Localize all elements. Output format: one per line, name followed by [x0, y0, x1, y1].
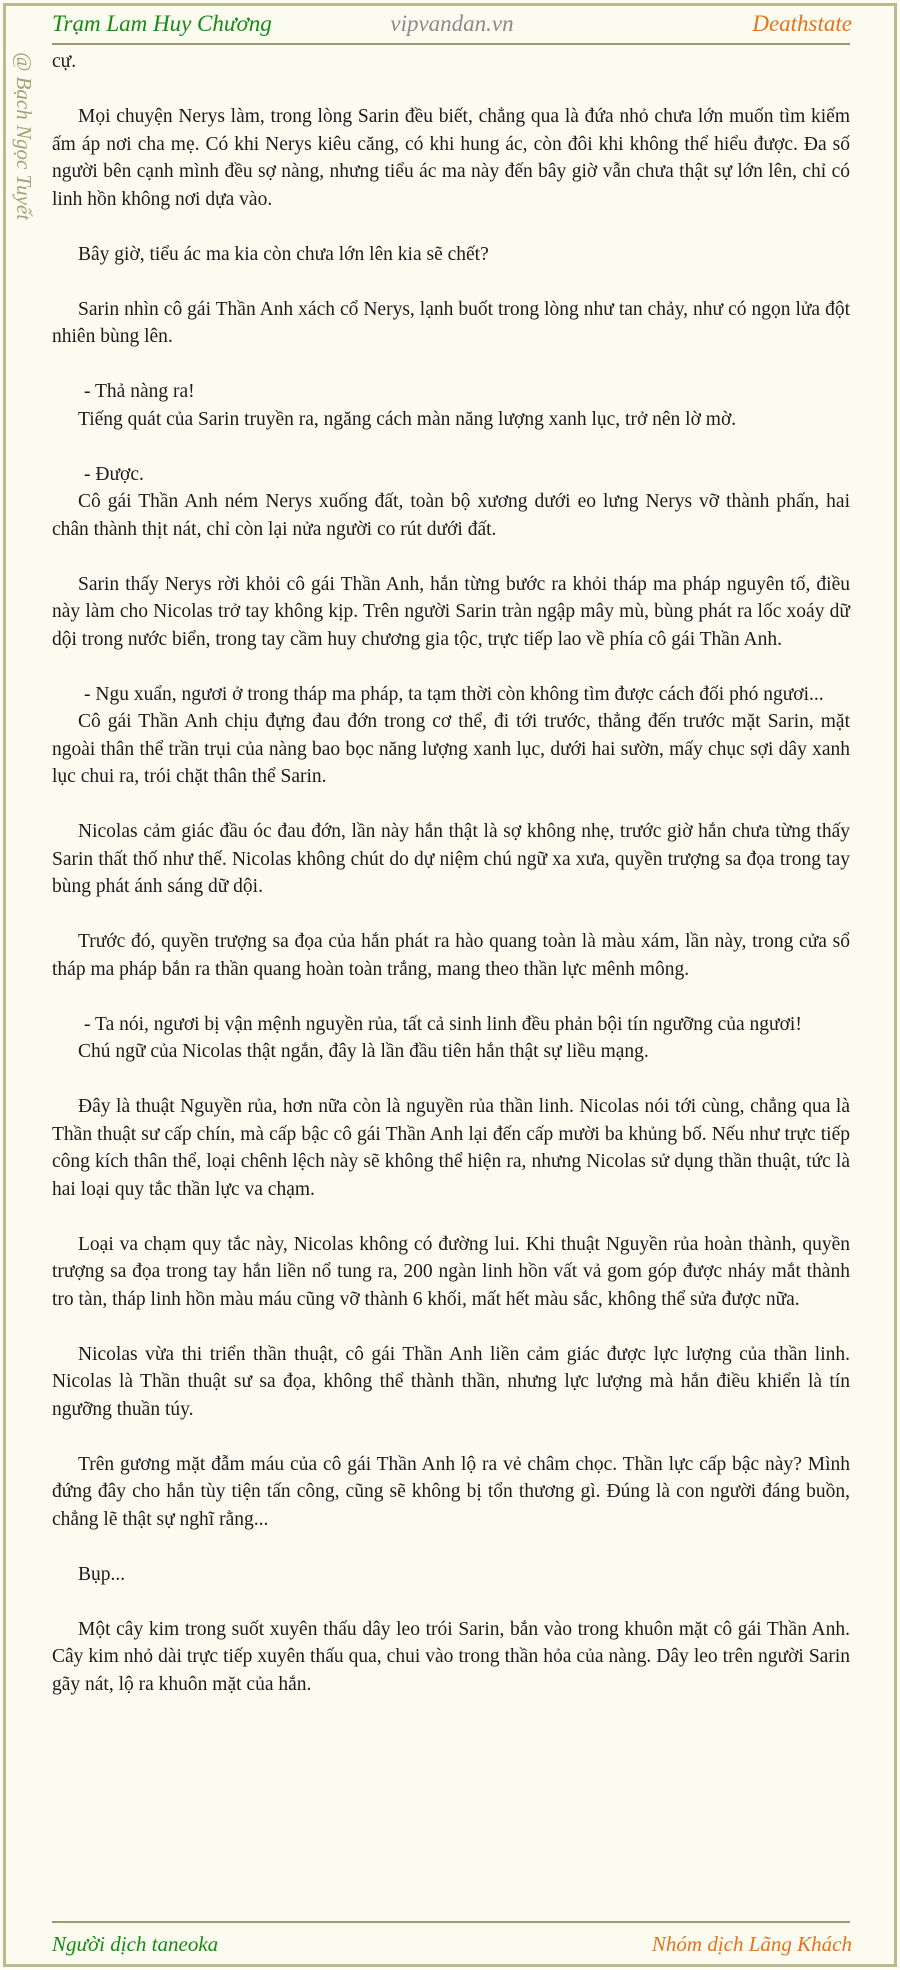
header-site-name: Trạm Lam Huy Chương [52, 11, 272, 36]
dialogue-line: - Thả nàng ra! [84, 381, 195, 402]
header-domain: vipvandan.vn [390, 11, 514, 36]
side-credit [10, 52, 38, 266]
page-header [52, 6, 852, 42]
dialogue-line: - Được. [84, 463, 144, 485]
page-footer [52, 1928, 852, 1960]
footer-translator: Người dịch taneoka [52, 1932, 219, 1956]
paragraph: Một cây kim trong suốt xuyên thấu dây leo trói Sarin, bắn vào trong khuôn mặt cô gái Thần Anh. Cây kim nhỏ dài trực tiếp xuyên thấu qua, chui vào trong thần hỏa của nàng. Dây leo trên người Sarin gãy nát, lộ ra khuôn mặt của hắn. [52, 1618, 850, 1695]
dialogue-line: - Ta nói, ngươi bị vận mệnh nguyền rủa, tất cả sinh linh đều phản bội tín ngưỡng của ngươi! [84, 1013, 802, 1035]
paragraph: Loại va chạm quy tắc này, Nicolas không có đường lui. Khi thuật Nguyền rủa hoàn thành, quyền trượng sa đọa trong tay hắn liền nổ tung ra, 200 ngàn linh hồn vất vả gom góp được nháy mắt thành tro tàn, tháp linh hồn màu máu cũng vỡ thành 6 khối, mất hết màu sắc, không thể sửa được nữa. [52, 1233, 850, 1310]
paragraph: Trước đó, quyền trượng sa đọa của hắn phát ra hào quang toàn là màu xám, lần này, trong cửa sổ tháp ma pháp bắn ra thần quang hoàn toàn trắng, mang theo thần lực mênh mông. [52, 931, 850, 980]
paragraph: Mọi chuyện Nerys làm, trong lòng Sarin đều biết, chẳng qua là đứa nhỏ chưa lớn muốn tìm kiếm ấm áp nơi cha mẹ. Có khi Nerys kiêu căng, có khi hung ác, còn đôi khi không thể hiểu được. Đa số người bên cạnh mình đều sợ nàng, nhưng tiểu ác ma này đến bây giờ vẫn chưa thật sự lớn lên, chỉ có linh hồn không nơi dựa vào. [52, 106, 850, 210]
paragraph: Cô gái Thần Anh ném Nerys xuống đất, toàn bộ xương dưới eo lưng Nerys vỡ thành phấn, hai chân thành thịt nát, chỉ còn lại nửa người co rút dưới đất. [52, 491, 850, 540]
paragraph: Nicolas vừa thi triển thần thuật, cô gái Thần Anh liền cảm giác được lực lượng của thần linh. Nicolas là Thần thuật sư sa đọa, không thể thành thần, nhưng lực lượng mà hắn điều khiển là tín ngưỡng thuần túy. [52, 1343, 850, 1420]
paragraph: Tiếng quát của Sarin truyền ra, ngăng cách màn năng lượng xanh lục, trở nên lờ mờ. [78, 408, 737, 430]
header-divider [52, 43, 850, 45]
paragraph: Đây là thuật Nguyền rủa, hơn nữa còn là nguyền rủa thần linh. Nicolas nói tới cùng, chẳng qua là Thần thuật sư cấp chín, mà cấp bậc cô gái Thần Anh lại đến cấp mười ba khủng bố. Nếu như trực tiếp công kích thân thể, loại chênh lệch này sẽ không thể hiện ra, nhưng Nicolas sử dụng thần thuật, tức là hai loại quy tắc thần lực va chạm. [52, 1096, 850, 1200]
paragraph: Sarin thấy Nerys rời khỏi cô gái Thần Anh, hắn từng bước ra khỏi tháp ma pháp nguyên tố, điều này làm cho Nicolas trở tay không kịp. Trên người Sarin tràn ngập mây mù, bùng phát ra lốc xoáy dữ dội trong nước biển, trong tay cầm huy chương gia tộc, trực tiếp lao về phía cô gái Thần Anh. [52, 573, 850, 650]
paragraph: Bụp... [78, 1563, 126, 1585]
paragraph: Cô gái Thần Anh chịu đựng đau đớn trong cơ thể, đi tới trước, thẳng đến trước mặt Sarin, mặt ngoài thân thể trần trụi của nàng bao bọc năng lượng xanh lục, dưới hai sườn, mấy chục sợi dây xanh lục chui ra, trói chặt thân thể Sarin. [52, 711, 850, 787]
chapter-text [52, 48, 850, 1726]
footer-group: Nhóm dịch Lãng Khách [651, 1932, 852, 1956]
header-book-title: Deathstate [752, 11, 852, 36]
paragraph: Trên gương mặt đẫm máu của cô gái Thần Anh lộ ra vẻ châm chọc. Thần lực cấp bậc này? Mình đứng đây cho hắn tùy tiện tấn công, cũng sẽ không bị tổn thương gì. Đúng là con người đáng buồn, chẳng lẽ thật sự nghĩ rằng... [52, 1453, 850, 1530]
paragraph: Chú ngữ của Nicolas thật ngắn, đây là lần đầu tiên hắn thật sự liều mạng. [78, 1041, 649, 1062]
paragraph: Bây giờ, tiểu ác ma kia còn chưa lớn lên kia sẽ chết? [78, 243, 489, 265]
paragraph: Nicolas cảm giác đầu óc đau đớn, lần này hắn thật là sợ không nhẹ, trước giờ hắn chưa từng thấy Sarin thất thố như thế. Nicolas không chút do dự niệm chú ngữ xa xưa, quyền trượng sa đọa trong tay bùng phát ánh sáng dữ dội. [52, 821, 850, 897]
side-credit-text: @ Bạch Ngọc Tuyết [12, 52, 36, 221]
paragraph: cự. [52, 51, 77, 72]
dialogue-line: - Ngu xuẩn, ngươi ở trong tháp ma pháp, ta tạm thời còn không tìm được cách đối phó ngươi... [84, 683, 824, 705]
paragraph: Sarin nhìn cô gái Thần Anh xách cổ Nerys, lạnh buốt trong lòng như tan chảy, như có ngọn lửa đột nhiên bùng lên. [52, 298, 850, 347]
footer-divider [52, 1921, 850, 1923]
